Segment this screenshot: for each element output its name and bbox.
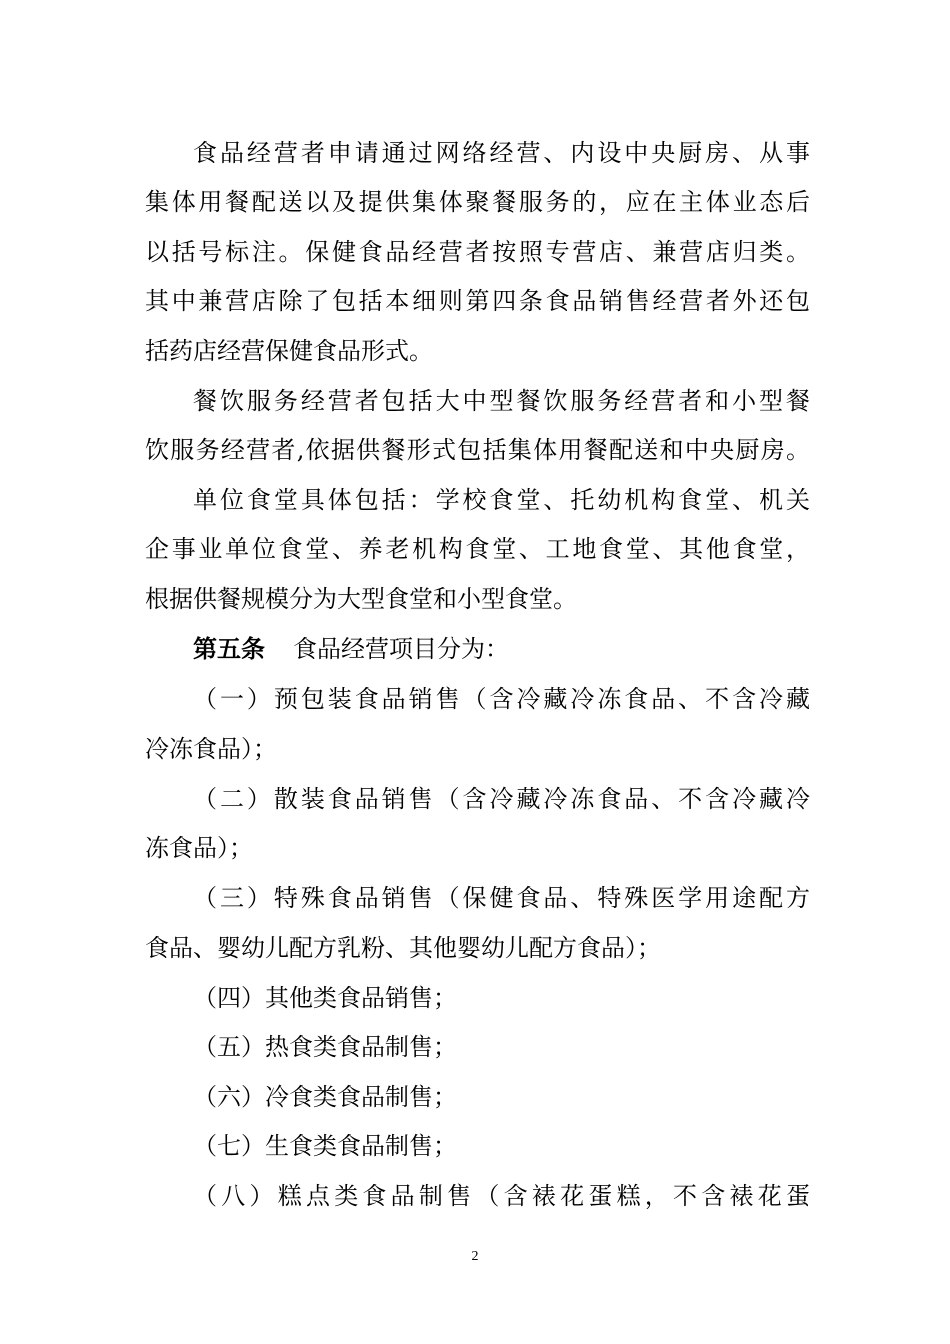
- page-number: 2: [471, 1249, 479, 1264]
- paragraph-2-line-2: 饮服务经营者,依据供餐形式包括集体用餐配送和中央厨房。: [145, 436, 810, 464]
- item-3-line-2: 食品、婴幼儿配方乳粉、其他婴幼儿配方食品）；: [145, 934, 661, 962]
- paragraph-1-line-2: 集体用餐配送以及提供集体聚餐服务的，应在主体业态后: [145, 188, 810, 216]
- paragraph-1-line-4: 其中兼营店除了包括本细则第四条食品销售经营者外还包: [145, 287, 810, 315]
- paragraph-1-line-1: 食品经营者申请通过网络经营、内设中央厨房、从事: [193, 139, 810, 167]
- article-title: 第五条: [193, 634, 265, 663]
- article-text: 食品经营项目分为：: [293, 635, 509, 663]
- item-8-line-1: （八）糕点类食品制售（含裱花蛋糕，不含裱花蛋: [193, 1182, 810, 1210]
- item-1-line-2: 冷冻食品）；: [145, 735, 277, 763]
- item-2-line-1: （二）散装食品销售（含冷藏冷冻食品、不含冷藏冷: [193, 785, 810, 813]
- paragraph-3-line-1: 单位食堂具体包括：学校食堂、托幼机构食堂、机关: [193, 486, 810, 514]
- item-1-line-1: （一）预包装食品销售（含冷藏冷冻食品、不含冷藏: [193, 685, 810, 713]
- item-3-line-1: （三）特殊食品销售（保健食品、特殊医学用途配方: [193, 884, 810, 912]
- paragraph-1-line-5: 括药店经营保健食品形式。: [145, 337, 433, 365]
- paragraph-2-line-1: 餐饮服务经营者包括大中型餐饮服务经营者和小型餐: [193, 387, 810, 415]
- paragraph-1-line-3: 以括号标注。保健食品经营者按照专营店、兼营店归类。: [145, 238, 810, 266]
- paragraph-3-line-2: 企事业单位食堂、养老机构食堂、工地食堂、其他食堂，: [145, 535, 810, 563]
- paragraph-3-line-3: 根据供餐规模分为大型食堂和小型食堂。: [145, 585, 577, 613]
- item-4-line-1: （四）其他类食品销售；: [193, 984, 457, 1012]
- item-2-line-2: 冻食品）；: [145, 834, 253, 862]
- item-7-line-1: （七）生食类食品制售；: [193, 1132, 457, 1160]
- article-heading: [193, 633, 810, 665]
- item-6-line-1: （六）冷食类食品制售；: [193, 1083, 457, 1111]
- item-5-line-1: （五）热食类食品制售；: [193, 1033, 457, 1061]
